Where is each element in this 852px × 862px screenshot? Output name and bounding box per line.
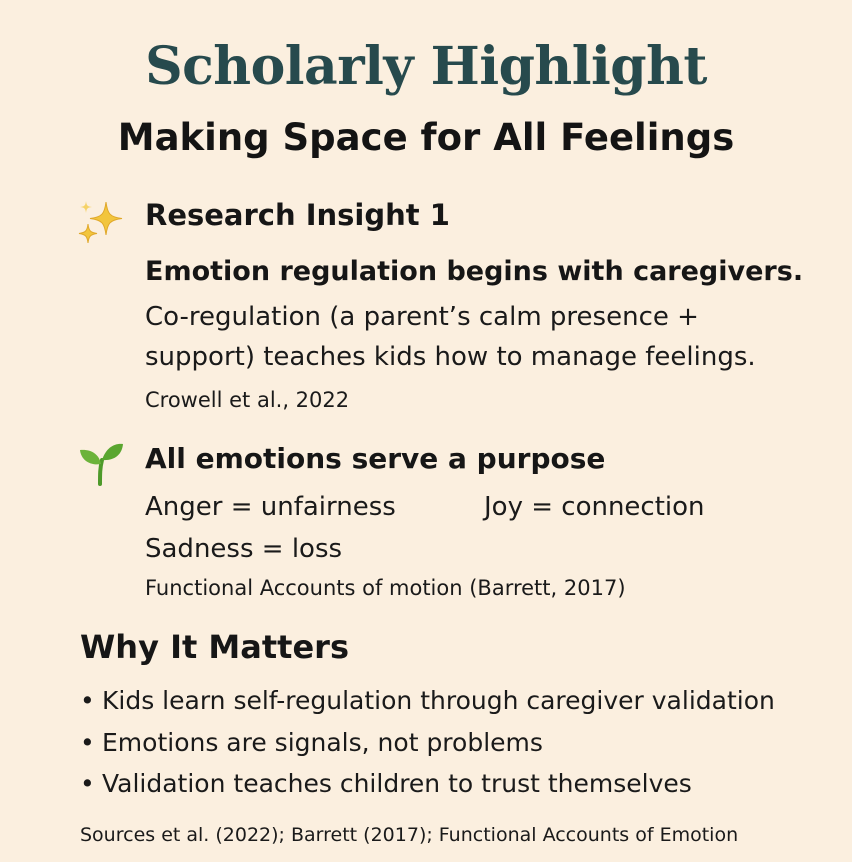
page-title: Scholarly Highlight [145, 36, 707, 97]
bullet-item [80, 686, 775, 715]
insight-heading: Research Insight 1 [145, 198, 450, 232]
insight-body-line: support) teaches kids how to manage feelings. [145, 342, 756, 372]
bullet-item [80, 769, 692, 798]
bullet-marker: • [80, 728, 95, 757]
page-subtitle: Making Space for All Feelings [117, 116, 735, 159]
sources-footer: Sources et al. (2022); Barrett (2017); Functional Accounts of Emotion [80, 824, 739, 846]
emotion-pair: Joy = connection [484, 492, 705, 522]
bullet-marker: • [80, 769, 95, 798]
bullet-marker: • [80, 686, 95, 715]
bullet-text: Validation teaches children to trust themselves [102, 769, 692, 798]
why-heading: Why It Matters [80, 628, 349, 666]
bullet-text: Kids learn self-regulation through caregiver validation [102, 686, 775, 715]
bullet-text: Emotions are signals, not problems [102, 728, 543, 757]
bullet-item [80, 728, 543, 757]
sparkles-icon [76, 198, 126, 246]
emotion-pair: Anger = unfairness [145, 492, 396, 522]
insight-lead: Emotion regulation begins with caregivers. [145, 256, 804, 287]
purpose-citation: Functional Accounts of motion (Barrett, 2017) [145, 576, 626, 600]
insight-citation: Crowell et al., 2022 [145, 388, 350, 412]
seedling-icon [78, 440, 124, 486]
purpose-heading: All emotions serve a purpose [145, 442, 606, 475]
emotion-pair: Sadness = loss [145, 534, 343, 564]
insight-body-line: Co-regulation (a parent’s calm presence + [145, 302, 699, 332]
